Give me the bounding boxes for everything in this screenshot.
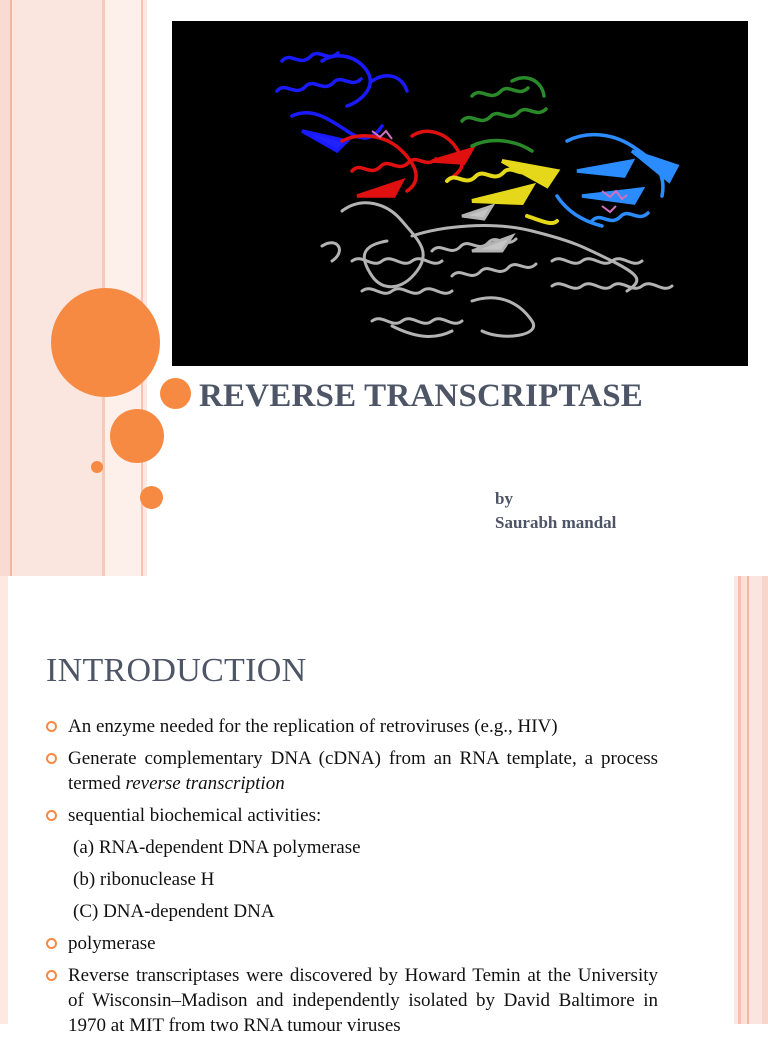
protein-structure-image [172, 21, 748, 366]
list-item [46, 931, 658, 956]
list-item [46, 714, 658, 739]
decorative-stripe [0, 0, 10, 576]
decorative-stripe [0, 576, 8, 1024]
decorative-circle [91, 461, 103, 473]
decorative-stripe [762, 576, 768, 1024]
list-item [46, 803, 658, 828]
introduction-slide [0, 576, 768, 1036]
list-item [46, 746, 658, 796]
decorative-circle [140, 486, 163, 509]
decorative-circle [160, 378, 191, 409]
sub-list-item: (b) ribonuclease H [73, 869, 215, 890]
bullet-circle-icon [46, 721, 57, 732]
bullet-circle-icon [46, 810, 57, 821]
sub-list-item: (a) RNA-dependent DNA polymerase [73, 837, 361, 858]
bullet-circle-icon [46, 938, 57, 949]
bullet-text: Generate complementary DNA (cDNA) from an RNA template, a process termed [68, 748, 658, 794]
author-byline [495, 487, 616, 535]
byline-by: by [495, 489, 513, 508]
decorative-stripe [749, 576, 762, 1024]
sub-list-item: (C) DNA-dependent DNA [73, 901, 275, 922]
bullet-circle-icon [46, 970, 57, 981]
bullet-text: polymerase [68, 933, 156, 954]
section-heading: INTRODUCTION [46, 652, 307, 689]
protein-ribbon-structure-image [172, 21, 748, 366]
slide-title: REVERSE TRANSCRIPTASE [199, 378, 644, 414]
bullet-emphasis-text: reverse transcription [125, 773, 285, 794]
decorative-circle [51, 288, 160, 397]
bullet-list [46, 714, 658, 1045]
decorative-stripe [12, 0, 102, 576]
bullet-text: Reverse transcriptases were discovered by Howard Temin at the University of Wisconsin–Madison and independently isolated by David Baltimore in 1970 at MIT from two RNA tumour viruses [68, 965, 658, 1036]
decorative-circle [110, 409, 164, 463]
byline-author: Saurabh mandal [495, 513, 617, 532]
bullet-text: sequential biochemical activities: [68, 805, 322, 826]
bullet-circle-icon [46, 753, 57, 764]
bullet-text: An enzyme needed for the replication of retroviruses (e.g., HIV) [68, 716, 558, 737]
list-item [46, 963, 658, 1038]
